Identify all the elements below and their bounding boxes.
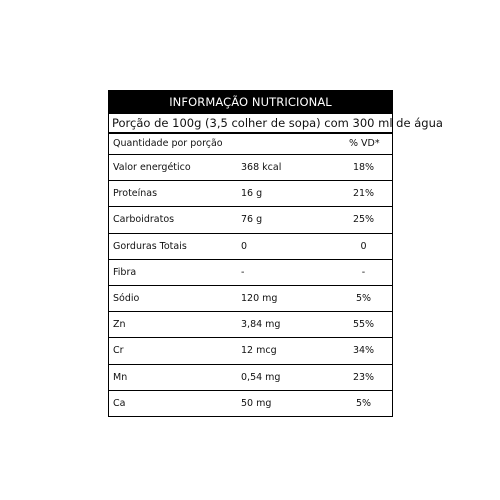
nutrient-amount: 50 mg	[241, 397, 272, 409]
nutrient-name: Ca	[113, 397, 126, 409]
table-title: INFORMAÇÃO NUTRICIONAL	[109, 91, 392, 114]
nutrient-name: Gorduras Totais	[113, 240, 187, 252]
table-row	[109, 338, 392, 364]
nutrient-name: Sódio	[113, 292, 140, 304]
nutrient-vd: 21%	[352, 188, 375, 200]
nutrient-vd: 0	[360, 240, 367, 252]
nutrition-facts-table	[108, 90, 443, 417]
table-row	[109, 155, 392, 181]
table-header	[109, 134, 392, 155]
table-row	[109, 181, 392, 207]
nutrient-name: Proteínas	[113, 188, 158, 200]
nutrient-name: Cr	[113, 345, 124, 357]
nutrient-vd: 5%	[355, 397, 372, 409]
nutrient-vd: -	[361, 266, 366, 278]
nutrient-amount: 76 g	[241, 214, 263, 226]
nutrient-vd: 5%	[355, 292, 372, 304]
serving-size: Porção de 100g (3,5 colher de sopa) com 300 ml de água	[109, 114, 392, 134]
nutrient-amount: 368 kcal	[241, 162, 282, 173]
table-row	[109, 312, 392, 338]
nutrient-vd: 25%	[352, 214, 375, 226]
nutrient-amount: 3,84 mg	[241, 319, 281, 331]
nutrient-amount: 12 mcg	[241, 345, 277, 357]
nutrient-name: Mn	[113, 371, 128, 383]
nutrient-vd: 18%	[352, 162, 375, 173]
nutrient-name: Zn	[113, 319, 126, 331]
nutrient-vd: 34%	[352, 345, 375, 357]
nutrient-amount: 16 g	[241, 188, 263, 200]
nutrient-amount: -	[241, 266, 245, 278]
nutrient-name: Fibra	[113, 266, 137, 278]
nutrient-name: Carboidratos	[113, 214, 175, 226]
table-row	[109, 207, 392, 233]
nutrient-vd: 23%	[352, 371, 375, 383]
nutrient-amount: 0,54 mg	[241, 371, 281, 383]
table-row	[109, 365, 392, 391]
nutrient-amount: 120 mg	[241, 292, 278, 304]
table-row	[109, 391, 392, 416]
nutrient-name: Valor energético	[113, 162, 191, 173]
table-row	[109, 260, 392, 286]
table-row	[109, 286, 392, 312]
nutrient-vd: 55%	[352, 319, 375, 331]
header-quantity: Quantidade por porção	[113, 138, 223, 149]
table-row	[109, 234, 392, 260]
header-vd: % VD*	[349, 138, 380, 149]
nutrient-amount: 0	[241, 240, 248, 252]
